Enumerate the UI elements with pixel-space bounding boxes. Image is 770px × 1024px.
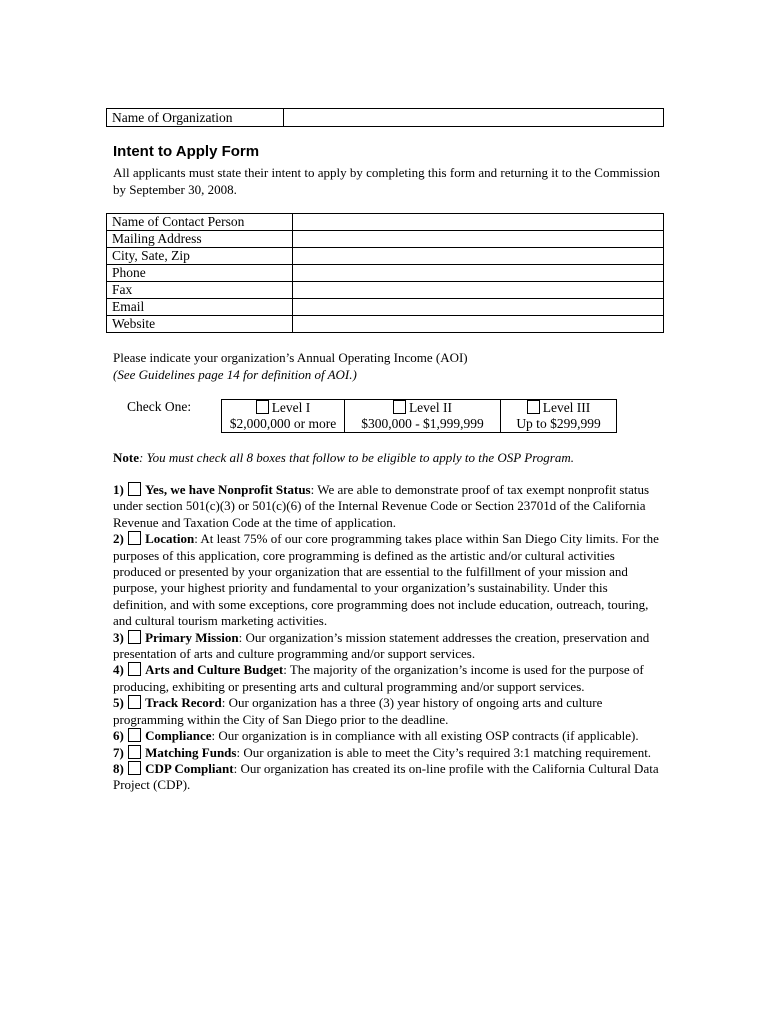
criterion-item: [113, 745, 663, 761]
level-1-option[interactable]: [222, 400, 345, 433]
contact-label: Website: [107, 316, 293, 333]
aoi-level-table: [221, 399, 617, 433]
criterion-text: : The majority of the organization’s income is used for the purpose of producing, exhibiting or presenting arts and cultural programming and/or support services.: [113, 662, 644, 694]
email-field[interactable]: [293, 299, 664, 316]
criterion-text: : Our organization is able to meet the City’s required 3:1 matching requirement.: [236, 744, 652, 760]
arts-culture-budget-checkbox[interactable]: [128, 662, 141, 676]
phone-field[interactable]: [293, 265, 664, 282]
criterion-title: Location: [145, 531, 195, 547]
criterion-title: Compliance: [145, 728, 212, 744]
level-row: [222, 400, 617, 433]
note-label: Note: [113, 450, 139, 465]
level-3-checkbox[interactable]: [527, 400, 540, 414]
cdp-compliant-checkbox[interactable]: [128, 761, 141, 775]
criterion-item: [113, 531, 663, 629]
criterion-number: 6): [113, 728, 124, 744]
form-title: Intent to Apply Form: [113, 143, 260, 160]
aoi-instructions: [113, 349, 673, 383]
mailing-address-field[interactable]: [293, 231, 664, 248]
criterion-title: Primary Mission: [145, 629, 239, 645]
contact-label: Mailing Address: [107, 231, 293, 248]
criterion-item: [113, 662, 663, 695]
contact-row: [107, 299, 664, 316]
form-intro: All applicants must state their intent to apply by completing this form and returning it to the Commission by September 30, 2008.: [113, 165, 661, 197]
fax-field[interactable]: [293, 282, 664, 299]
criterion-text: : Our organization has a three (3) year history of ongoing arts and culture programming within the City of San Diego prior to the deadline.: [113, 695, 603, 727]
compliance-checkbox[interactable]: [128, 728, 141, 742]
criterion-number: 8): [113, 760, 124, 776]
organization-label: Name of Organization: [107, 109, 284, 127]
criterion-title: Track Record: [145, 695, 222, 711]
aoi-guideline-note: (See Guidelines page 14 for definition of AOI.): [113, 367, 357, 382]
criterion-item: [113, 695, 663, 728]
criterion-number: 5): [113, 695, 124, 711]
location-checkbox[interactable]: [128, 531, 141, 545]
note-text: : You must check all 8 boxes that follow to be eligible to apply to the OSP Program.: [139, 450, 574, 465]
criterion-title: CDP Compliant: [145, 760, 234, 776]
criterion-number: 4): [113, 662, 124, 678]
website-field[interactable]: [293, 316, 664, 333]
level-label: Level I: [271, 400, 311, 415]
primary-mission-checkbox[interactable]: [128, 630, 141, 644]
criterion-title: Yes, we have Nonprofit Status: [145, 482, 311, 497]
eligibility-note: [113, 450, 574, 466]
contact-label: Name of Contact Person: [107, 214, 293, 231]
aoi-line: Please indicate your organization’s Annual Operating Income (AOI): [113, 350, 468, 365]
criterion-title: Arts and Culture Budget: [145, 662, 284, 678]
city-state-zip-field[interactable]: [293, 248, 664, 265]
contact-label: Phone: [107, 265, 293, 282]
contact-label: City, Sate, Zip: [107, 248, 293, 265]
level-2-option[interactable]: [345, 400, 501, 433]
level-range: $300,000 - $1,999,999: [361, 416, 484, 431]
level-1-checkbox[interactable]: [256, 400, 269, 414]
matching-funds-checkbox[interactable]: [128, 745, 141, 759]
criterion-text: : At least 75% of our core programming takes place within San Diego City limits. For the purposes of this application, core programming is defined as the artistic and/or cultural activities produced or presented by your organization that are essential to the fulfillment of your mission and purpose, your highest priority and fundamental to your organization’s sustainability. Under this definition, and with some exceptions, core programming does not include education, outreach, touring, and cultural tourism marketing activities.: [113, 531, 659, 629]
criterion-number: 2): [113, 531, 124, 547]
level-range: $2,000,000 or more: [229, 416, 337, 431]
nonprofit-status-checkbox[interactable]: [128, 482, 141, 496]
contact-row: [107, 265, 664, 282]
criterion-number: 1): [113, 482, 124, 497]
contact-person-field[interactable]: [293, 214, 664, 231]
contact-row: [107, 282, 664, 299]
criterion-text: : We are able to demonstrate proof of tax exempt nonprofit status under section 501(c)(3) or 501(c)(6) of the Internal Revenue Code or Section 23701d of the California Revenue and Taxation Code at the time of application.: [113, 482, 650, 530]
criterion-item: [113, 482, 663, 531]
contact-row: [107, 231, 664, 248]
level-label: Level III: [542, 400, 591, 415]
criterion-number: 3): [113, 629, 124, 645]
criterion-item: [113, 630, 663, 663]
contact-row: [107, 248, 664, 265]
level-label: Level II: [408, 400, 453, 415]
contact-label: Email: [107, 299, 293, 316]
contact-row: [107, 214, 664, 231]
level-range: Up to $299,999: [516, 416, 601, 431]
criterion-item: [113, 728, 663, 744]
organization-field[interactable]: [284, 109, 664, 127]
check-one-label: Check One:: [127, 399, 192, 414]
criterion-number: 7): [113, 744, 124, 760]
organization-table: [106, 108, 664, 127]
track-record-checkbox[interactable]: [128, 695, 141, 709]
eligibility-criteria-list: [113, 482, 663, 794]
contact-label: Fax: [107, 282, 293, 299]
organization-row: [107, 109, 664, 127]
contact-row: [107, 316, 664, 333]
criterion-text: : Our organization is in compliance with all existing OSP contracts (if applicable).: [211, 728, 639, 744]
criterion-text: : Our organization’s mission statement addresses the creation, preservation and presentation of arts and culture programming and/or support services.: [113, 629, 650, 662]
criterion-text: : Our organization has created its on-line profile with the California Cultural Data Project (CDP).: [113, 760, 659, 793]
level-2-checkbox[interactable]: [393, 400, 406, 414]
level-3-option[interactable]: [501, 400, 617, 433]
contact-table: [106, 213, 664, 333]
criterion-title: Matching Funds: [145, 744, 237, 760]
criterion-item: [113, 761, 663, 794]
